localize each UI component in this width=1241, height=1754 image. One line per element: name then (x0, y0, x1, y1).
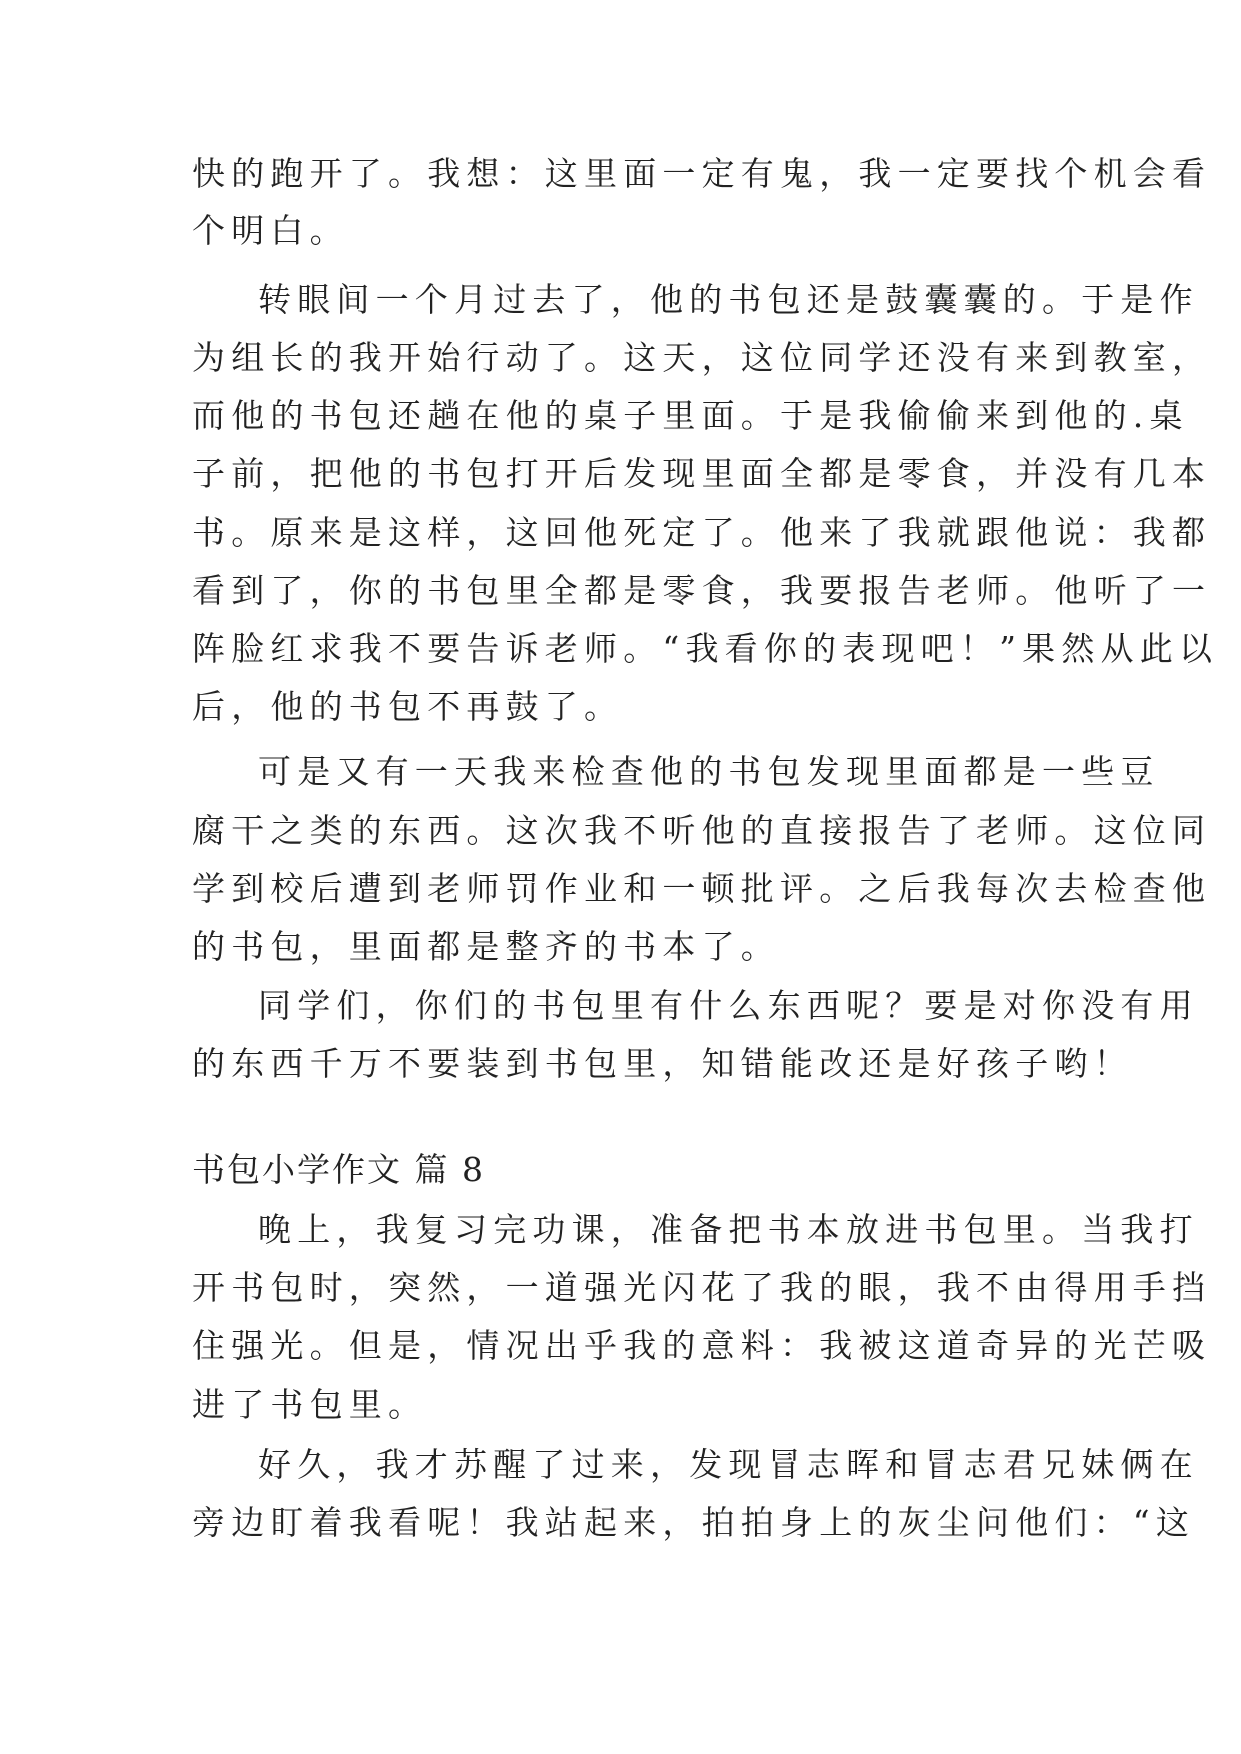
paragraph-first-line: 同学们，你们的书包里有什么东西呢？要是对你没有用 (258, 986, 1199, 1025)
paragraph-first-line: 转眼间一个月过去了，他的书包还是鼓囊囊的。于是作 (258, 280, 1199, 319)
text-line: 阵脸红求我不要告诉老师。“我看你的表现吧！”果然从此以 (192, 629, 1219, 668)
text-line: 看到了，你的书包里全都是零食，我要报告老师。他听了一 (192, 571, 1212, 610)
text-line: 旁边盯着我看呢！我站起来，拍拍身上的灰尘问他们：“这 (192, 1503, 1196, 1542)
paragraph-first-line: 可是又有一天我来检查他的书包发现里面都是一些豆 (258, 752, 1160, 791)
text-line: 书。原来是这样，这回他死定了。他来了我就跟他说：我都 (192, 513, 1212, 552)
section-heading: 书包小学作文 篇 8 (192, 1150, 485, 1189)
text-line: 后，他的书包不再鼓了。 (192, 687, 624, 726)
text-line: 的东西千万不要装到书包里，知错能改还是好孩子哟！ (192, 1044, 1133, 1083)
text-line: 开书包时，突然，一道强光闪花了我的眼，我不由得用手挡 (192, 1268, 1212, 1307)
paragraph-first-line: 晚上，我复习完功课，准备把书本放进书包里。当我打 (258, 1210, 1199, 1249)
text-line: 学到校后遭到老师罚作业和一顿批评。之后我每次去检查他 (192, 869, 1212, 908)
text-line: 快的跑开了。我想：这里面一定有鬼，我一定要找个机会看 (192, 154, 1212, 193)
text-line: 进了书包里。 (192, 1385, 428, 1424)
text-line: 而他的书包还趟在他的桌子里面。于是我偷偷来到他的.桌 (192, 396, 1189, 435)
text-line: 腐干之类的东西。这次我不听他的直接报告了老师。这位同 (192, 811, 1212, 850)
text-line: 的书包，里面都是整齐的书本了。 (192, 927, 780, 966)
paragraph-first-line: 好久，我才苏醒了过来，发现冒志晖和冒志君兄妹俩在 (258, 1445, 1199, 1484)
text-line: 个明白。 (192, 211, 349, 250)
text-line: 为组长的我开始行动了。这天，这位同学还没有来到教室， (192, 338, 1212, 377)
text-line: 住强光。但是，情况出乎我的意料：我被这道奇异的光芒吸 (192, 1326, 1212, 1365)
text-line: 子前，把他的书包打开后发现里面全都是零食，并没有几本 (192, 454, 1212, 493)
